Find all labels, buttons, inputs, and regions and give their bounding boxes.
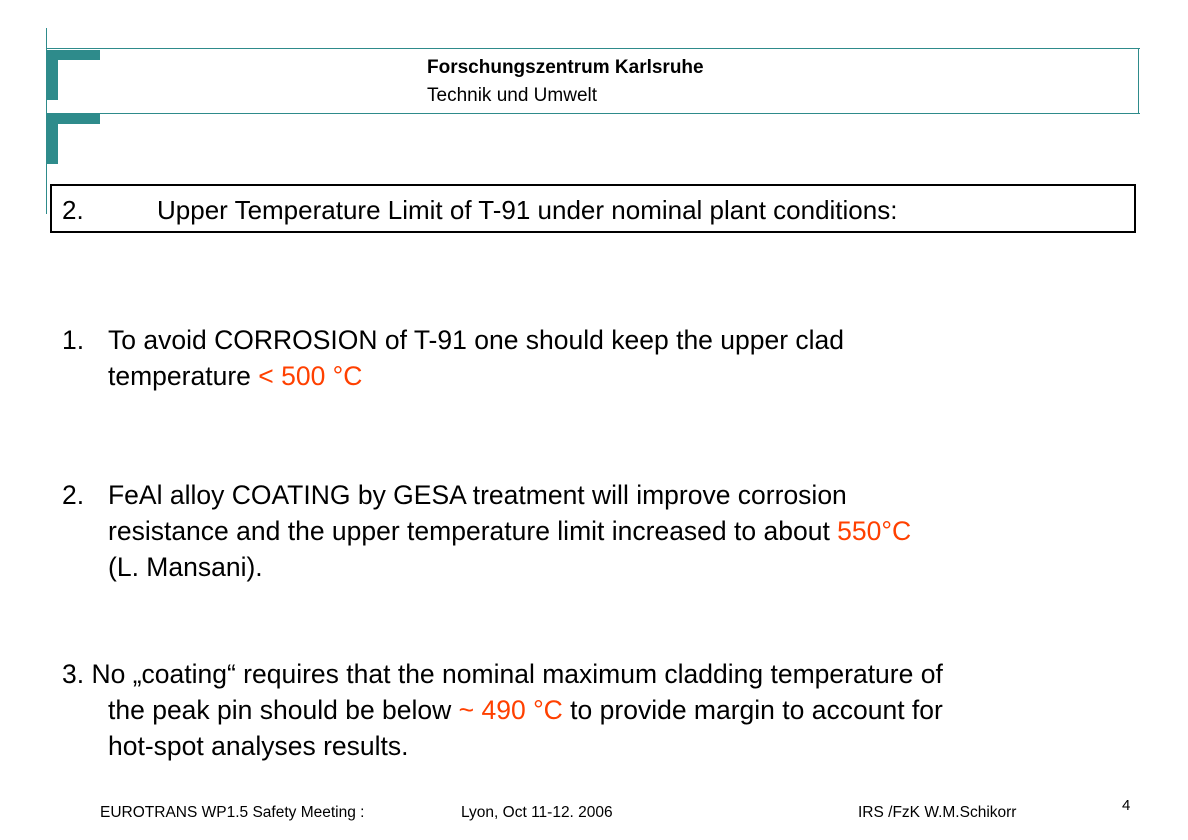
temperature-limit-highlight: < 500 °C [258,361,363,391]
footer-location: Lyon, Oct 11-12. 2006 [461,804,613,821]
slide-title-box [50,184,1136,233]
list-item-line: 3. No „coating“ requires that the nominal maximum cladding temperature of [62,659,943,689]
list-item-text: resistance and the upper temperature limit increased to about [108,516,838,546]
middle-horizontal-rule [46,113,1140,114]
right-vertical-rule [1138,48,1139,114]
list-item-text: the peak pin should be below [108,695,459,725]
footer-meeting: EUROTRANS WP1.5 Safety Meeting : [100,804,365,821]
list-item [62,322,1122,394]
footer-author: IRS /FzK W.M.Schikorr [858,804,1017,821]
page-number: 4 [1122,797,1131,814]
list-item-number: 1. [62,325,85,355]
list-item-line: hot-spot analyses results. [108,731,409,761]
organization-subtitle: Technik und Umwelt [427,85,598,106]
slide-title: Upper Temperature Limit of T-91 under nominal plant conditions: [157,195,898,225]
slide-title-number: 2. [62,195,84,225]
list-item-text: to provide margin to account for [562,695,943,725]
list-item-line: FeAl alloy COATING by GESA treatment will improve corrosion [108,480,847,510]
list-item-text: temperature [108,361,259,391]
top-horizontal-rule [46,48,1140,49]
temperature-limit-highlight: ~ 490 °C [458,695,563,725]
list-item-line: To avoid CORROSION of T-91 one should keep the upper clad [108,325,845,355]
list-item [62,656,1162,764]
organization-name: Forschungszentrum Karlsruhe [427,57,704,78]
temperature-limit-highlight: 550°C [837,516,912,546]
list-item [62,477,1142,585]
list-item-line: (L. Mansani). [108,552,263,582]
list-item-number: 2. [62,480,85,510]
